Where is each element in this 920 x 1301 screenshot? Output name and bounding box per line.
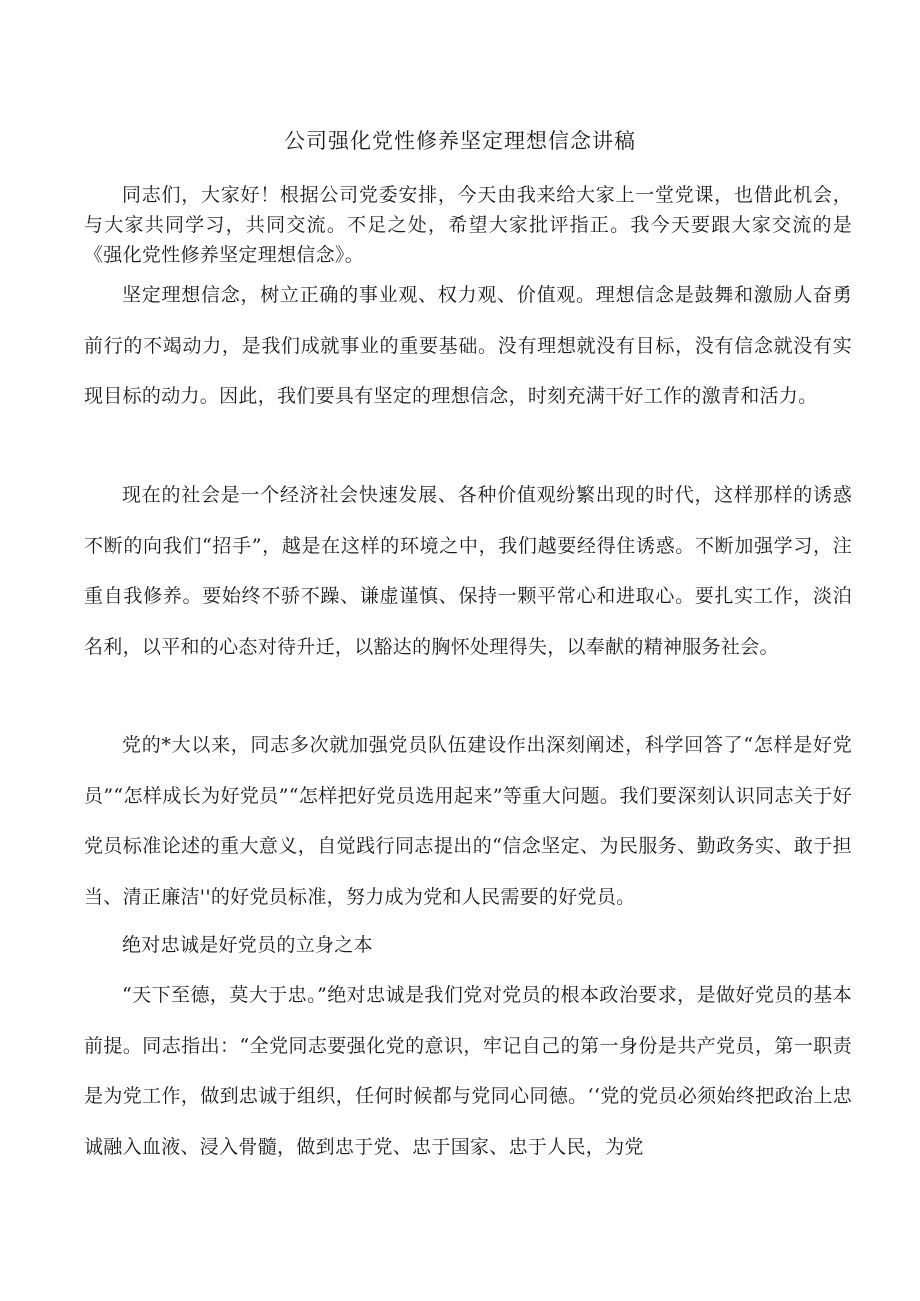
document-title: 公司强化党性修养坚定理想信念讲稿 — [284, 129, 636, 153]
paragraph-greeting: 同志们，大家好！根据公司党委安排，今天由我来给大家上一堂党课，也借此机会，与大家共同学习，共同交流。不足之处，希望大家批评指正。我今天要跟大家交流的是《强化党性修养坚定理想信念》。 — [84, 184, 852, 266]
paragraph-ideals: 坚定理想信念，树立正确的事业观、权力观、价值观。理想信念是鼓舞和激励人奋勇前行的不竭动力，是我们成就事业的重要基础。没有理想就没有目标，没有信念就没有实现目标的动力。因此，我们要具有坚定的理想信念，时刻充满干好工作的激青和活力。 — [84, 284, 852, 407]
section-heading-loyalty: 绝对忠诚是好党员的立身之本 — [122, 934, 373, 956]
paragraph-loyalty: “天下至德，莫大于忠。”绝对忠诚是我们党对党员的根本政治要求，是做好党员的基本前提。同志指出：“全党同志要强化党的意识，牢记自己的第一身份是共产党员，第一职责是为党工作，做到忠诚于组织，任何时候都与党同心同德。‘‘党的党员必须始终把政治上忠诚融入血液、浸入骨髓，做到忠于党、忠于国家、忠于人民，为党 — [84, 984, 852, 1158]
paragraph-society: 现在的社会是一个经济社会快速发展、各种价值观纷繁出现的时代，这样那样的诱惑不断的向我们“招手”，越是在这样的环境之中，我们越要经得住诱惑。不断加强学习，注重自我修养。要始终不骄不躁、谦虚谨慎、保持一颗平常心和进取心。要扎实工作，淡泊名利，以平和的心态对待升迁，以豁达的胸怀处理得失，以奉献的精神服务社会。 — [84, 484, 852, 658]
paragraph-good-party-member: 党的*大以来，同志多次就加强党员队伍建设作出深刻阐述，科学回答了“怎样是好党员”“怎样成长为好党员”“怎样把好党员选用起来”等重大问题。我们要深刻认识同志关于好党员标准论述的重大意义，自觉践行同志提出的“信念坚定、为民服务、勤政务实、敢于担当、清正廉洁''的好党员标准，努力成为党和人民需要的好党员。 — [84, 734, 852, 908]
